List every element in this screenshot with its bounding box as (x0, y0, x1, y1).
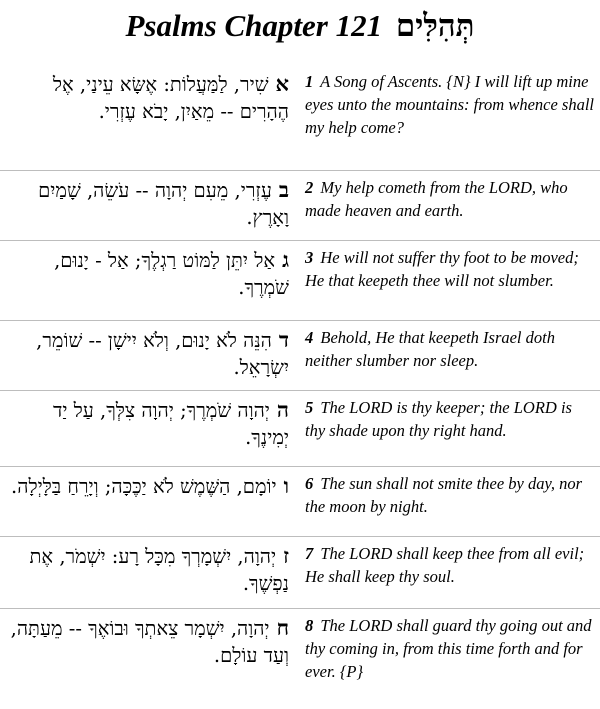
hebrew-verse-text: יוֹמָם, הַשֶּׁמֶשׁ לֹא יַכֶּכָּה; וְיָרֵחַ בַּלָּיְלָה. (11, 475, 277, 498)
english-verse-number: 2 (305, 178, 314, 197)
hebrew-verse-number: ח (276, 615, 289, 640)
hebrew-verse-number: ו (283, 473, 289, 498)
hebrew-verse-number: א (275, 71, 289, 96)
hebrew-verse-text: יְהוָה, יִשְׁמָר צֵאתְךָ וּבוֹאֶךָ -- מֵעַתָּה, וְעַד עוֹלָם. (10, 617, 289, 667)
english-verse-text: The sun shall not smite thee by day, nor the moon by night. (305, 474, 583, 516)
row-divider (0, 608, 600, 609)
row-divider (0, 536, 600, 537)
english-verse-number: 6 (305, 474, 314, 493)
hebrew-verse (6, 396, 289, 451)
english-verse-number: 1 (305, 72, 314, 91)
row-divider (0, 390, 600, 391)
row-divider (0, 466, 600, 467)
english-verse-text: The LORD shall keep thee from all evil; He shall keep thy soul. (305, 544, 585, 586)
english-verse (305, 614, 595, 683)
hebrew-verse-number: ב (278, 177, 289, 202)
english-verse (305, 542, 595, 588)
hebrew-verse-number: ה (276, 397, 289, 422)
english-verse (305, 70, 595, 139)
hebrew-verse (6, 176, 289, 231)
english-verse-text: My help cometh from the LORD, who made heaven and earth. (305, 178, 568, 220)
english-verse-number: 7 (305, 544, 314, 563)
english-verse-number: 4 (305, 328, 314, 347)
english-verse (305, 396, 595, 442)
title-hebrew: תְּהִלִּים (395, 8, 475, 43)
row-divider (0, 240, 600, 241)
english-verse-text: The LORD is thy keeper; the LORD is thy shade upon thy right hand. (305, 398, 572, 440)
english-verse-number: 5 (305, 398, 314, 417)
english-verse-text: The LORD shall guard thy going out and thy coming in, from this time forth and for ever. {P} (305, 616, 592, 681)
hebrew-verse-text: הִנֵּה לֹא יָנוּם, וְלֹא יִישָׁן -- שׁוֹמֵר, יִשְׂרָאֵל. (36, 329, 289, 379)
hebrew-verse-text: יְהוָה, יִשְׁמָרְךָ מִכָּל רָע: יִשְׁמֹר, אֶת נַפְשֶׁךָ. (29, 545, 289, 595)
hebrew-verse-text: שִׁיר, לַמַּעֲלוֹת: אֶשָּׂא עֵינַי, אֶל הֶהָרִים -- מֵאַיִן, יָבֹא עֶזְרִי. (52, 73, 289, 123)
english-verse-number: 3 (305, 248, 314, 267)
hebrew-verse (6, 614, 289, 669)
hebrew-verse (6, 70, 289, 125)
page-title (0, 8, 600, 44)
english-verse (305, 472, 595, 518)
english-verse (305, 326, 595, 372)
english-verse-text: He will not suffer thy foot to be moved; He that keepeth thee will not slumber. (305, 248, 579, 290)
hebrew-verse-text: עֶזְרִי, מֵעִם יְהוָה -- עֹשֵׂה, שָׁמַיִם וָאָרֶץ. (38, 179, 289, 229)
english-verse (305, 176, 595, 222)
hebrew-verse (6, 246, 289, 301)
row-divider (0, 320, 600, 321)
hebrew-verse (6, 326, 289, 381)
english-verse (305, 246, 595, 292)
hebrew-verse-number: ד (278, 327, 289, 352)
hebrew-verse-number: ז (283, 543, 289, 568)
hebrew-verse-text: יְהוָה שֹׁמְרֶךָ; יְהוָה צִלְּךָ, עַל יַד יְמִינֶךָ. (52, 399, 289, 449)
english-verse-text: A Song of Ascents. {N} I will lift up mine eyes unto the mountains: from whence shall my help come? (305, 72, 595, 137)
row-divider (0, 170, 600, 171)
english-verse-text: Behold, He that keepeth Israel doth neither slumber nor sleep. (305, 328, 555, 370)
hebrew-verse (6, 472, 289, 500)
english-verse-number: 8 (305, 616, 314, 635)
title-english: Psalms Chapter 121 (125, 8, 383, 43)
hebrew-verse-text: אַל יִתֵּן לַמּוֹט רַגְלֶךָ; אַל - יָנוּם, שֹׁמְרֶךָ. (54, 249, 289, 299)
hebrew-verse-number: ג (282, 247, 289, 272)
hebrew-verse (6, 542, 289, 597)
